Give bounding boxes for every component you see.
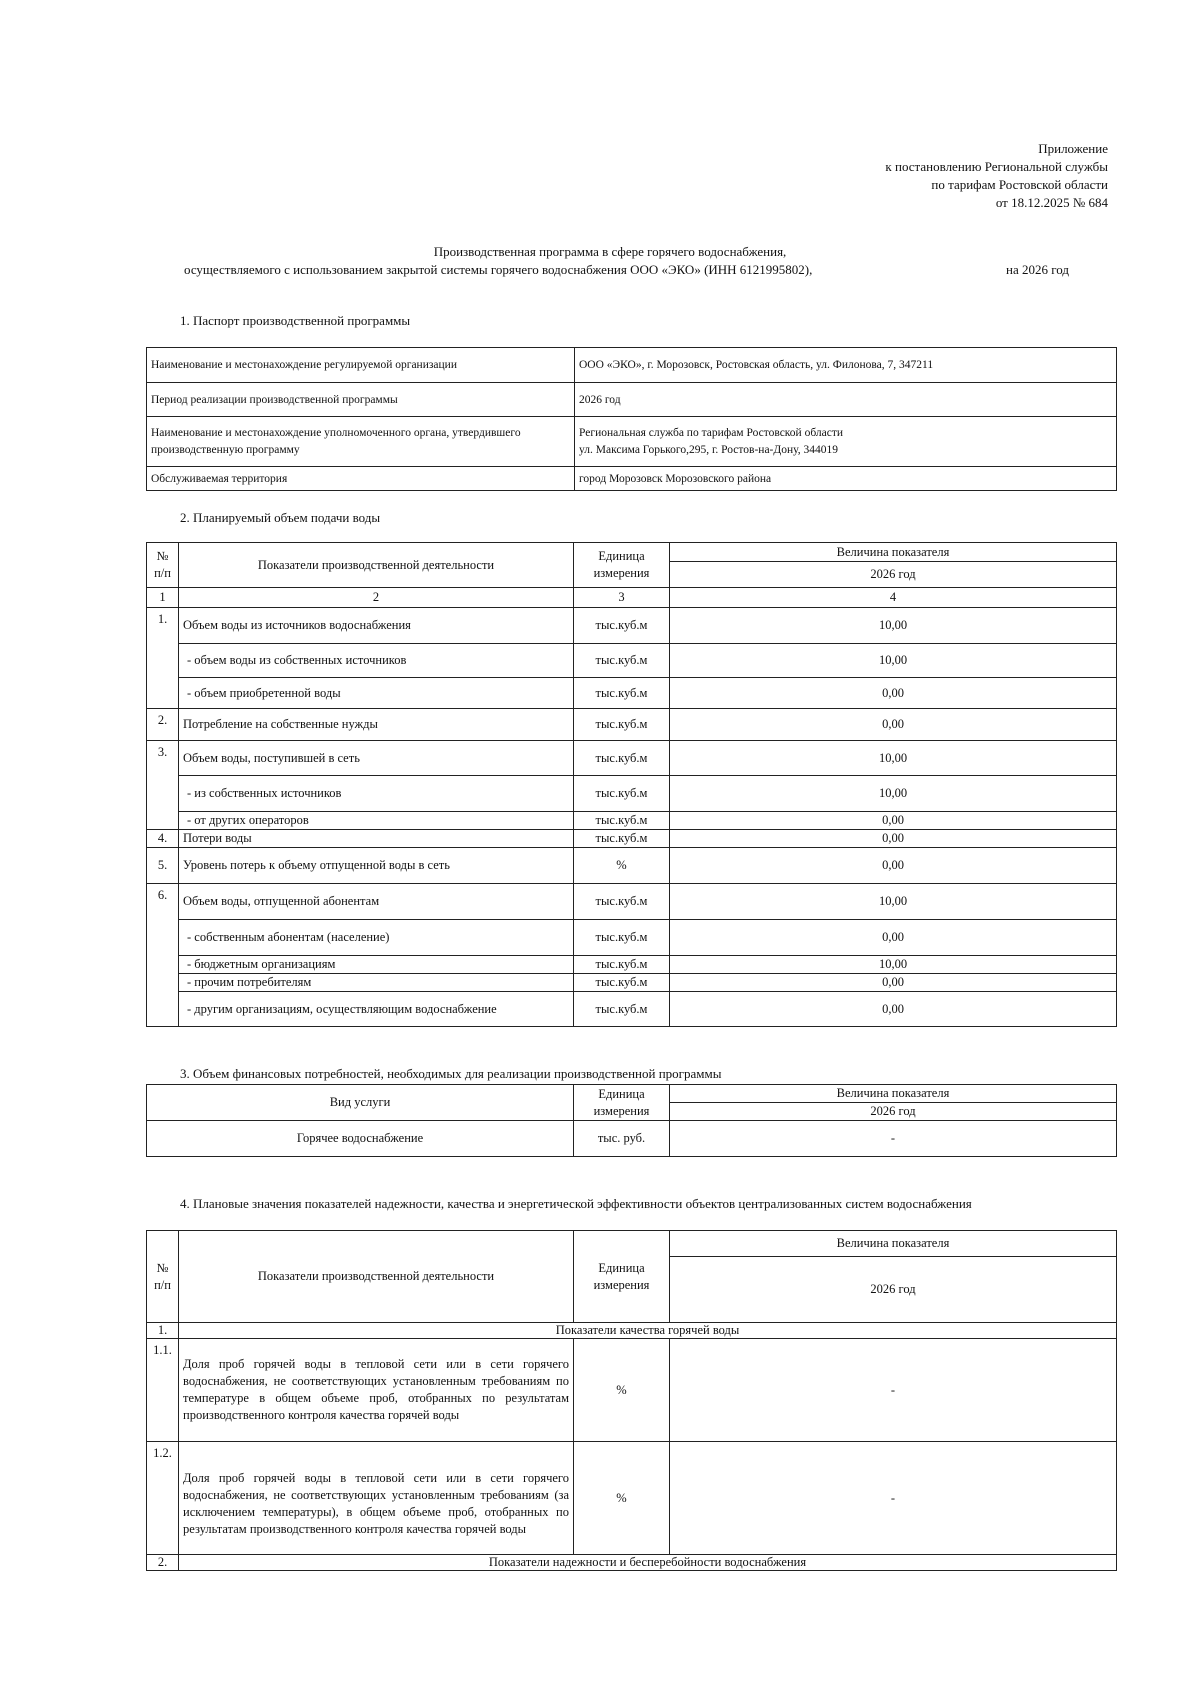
col-year-header: 2026 год bbox=[670, 1103, 1117, 1121]
col-year-header: 2026 год bbox=[670, 1257, 1117, 1323]
row-name: Объем воды из источников водоснабжения bbox=[179, 608, 574, 644]
water-supply-table bbox=[146, 542, 1117, 1027]
row-unit: тыс.куб.м bbox=[574, 644, 670, 678]
passport-value-line-2: ул. Максима Горького,295, г. Ростов-на-Дону, 344019 bbox=[579, 443, 838, 456]
row-name: Потери воды bbox=[179, 830, 574, 848]
row-value: 0,00 bbox=[670, 678, 1117, 709]
table-row bbox=[147, 741, 1117, 776]
row-value: 0,00 bbox=[670, 812, 1117, 830]
table-row bbox=[147, 709, 1117, 741]
doc-title-year: на 2026 год bbox=[1006, 262, 1069, 277]
table-row bbox=[147, 1339, 1117, 1442]
row-name: - бюджетным организациям bbox=[179, 956, 574, 974]
row-name: Объем воды, отпущенной абонентам bbox=[179, 884, 574, 920]
row-name: - прочим потребителям bbox=[179, 974, 574, 992]
row-name: - от других операторов bbox=[179, 812, 574, 830]
row-value: 10,00 bbox=[670, 644, 1117, 678]
col-unit-header: Единица измерения bbox=[574, 1085, 670, 1121]
row-value: 10,00 bbox=[670, 741, 1117, 776]
passport-row bbox=[147, 467, 1117, 491]
row-name: - другим организациям, осуществляющим водоснабжение bbox=[179, 992, 574, 1027]
row-name: Потребление на собственные нужды bbox=[179, 709, 574, 741]
col-year-header: 2026 год bbox=[670, 562, 1117, 588]
col-index: 2 bbox=[179, 588, 574, 608]
row-unit: тыс.куб.м bbox=[574, 884, 670, 920]
row-num: 3. bbox=[147, 741, 179, 830]
row-unit: тыс.куб.м bbox=[574, 812, 670, 830]
col-value-header: Величина показателя bbox=[670, 1085, 1117, 1103]
passport-table bbox=[146, 347, 1117, 491]
doc-title-line-2: осуществляемого с использованием закрытой системы горячего водоснабжения ООО «ЭКО» (ИНН 6121995802), bbox=[184, 262, 813, 277]
group-row bbox=[147, 1323, 1117, 1339]
col-index: 3 bbox=[574, 588, 670, 608]
col-index: 1 bbox=[147, 588, 179, 608]
table-row bbox=[147, 1121, 1117, 1157]
row-value: 10,00 bbox=[670, 608, 1117, 644]
row-name: Доля проб горячей воды в тепловой сети или в сети горячего водоснабжения, не соответствующих установленным требованиям (за исключением температуры), в общем объеме проб, отобранных по результатам производственного контроля качества горячей воды bbox=[179, 1442, 574, 1555]
row-value: 0,00 bbox=[670, 920, 1117, 956]
table-row bbox=[147, 678, 1117, 709]
table-row bbox=[147, 920, 1117, 956]
group-title: Показатели надежности и бесперебойности водоснабжения bbox=[179, 1555, 1117, 1571]
doc-title-line-1: Производственная программа в сфере горячего водоснабжения, bbox=[433, 244, 787, 259]
row-unit: % bbox=[574, 1339, 670, 1442]
col-num-header: № п/п bbox=[147, 1231, 179, 1323]
row-num: 6. bbox=[147, 884, 179, 1027]
passport-value bbox=[575, 417, 1117, 467]
row-value: 0,00 bbox=[670, 709, 1117, 741]
row-service: Горячее водоснабжение bbox=[147, 1121, 574, 1157]
col-indicator-header: Показатели производственной деятельности bbox=[179, 543, 574, 588]
table-row bbox=[147, 956, 1117, 974]
table-header-row bbox=[147, 1231, 1117, 1257]
row-num: 4. bbox=[147, 830, 179, 848]
row-value: 10,00 bbox=[670, 884, 1117, 920]
col-num-header: № п/п bbox=[147, 543, 179, 588]
table-row bbox=[147, 830, 1117, 848]
passport-row bbox=[147, 348, 1117, 383]
appendix-line-1: Приложение bbox=[1038, 141, 1108, 156]
col-unit-header: Единица измерения bbox=[574, 543, 670, 588]
row-unit: тыс. руб. bbox=[574, 1121, 670, 1157]
passport-value: город Морозовск Морозовского района bbox=[575, 467, 1117, 491]
table-row bbox=[147, 992, 1117, 1027]
table-row bbox=[147, 812, 1117, 830]
table-row bbox=[147, 776, 1117, 812]
row-name: - из собственных источников bbox=[179, 776, 574, 812]
col-service-header: Вид услуги bbox=[147, 1085, 574, 1121]
row-value: 10,00 bbox=[670, 956, 1117, 974]
passport-row bbox=[147, 383, 1117, 417]
row-unit: тыс.куб.м bbox=[574, 992, 670, 1027]
row-unit: тыс.куб.м bbox=[574, 974, 670, 992]
reliability-table bbox=[146, 1230, 1117, 1571]
row-value: - bbox=[670, 1339, 1117, 1442]
row-value: 0,00 bbox=[670, 992, 1117, 1027]
passport-row bbox=[147, 417, 1117, 467]
row-unit: тыс.куб.м bbox=[574, 920, 670, 956]
section2-heading: 2. Планируемый объем подачи воды bbox=[180, 510, 381, 525]
col-indicator-header: Показатели производственной деятельности bbox=[179, 1231, 574, 1323]
table-row bbox=[147, 974, 1117, 992]
section1-heading: 1. Паспорт производственной программы bbox=[180, 313, 411, 328]
passport-label: Обслуживаемая территория bbox=[147, 467, 575, 491]
appendix-header bbox=[700, 140, 1108, 212]
passport-label: Наименование и местонахождение регулируемой организации bbox=[147, 348, 575, 383]
row-unit: тыс.куб.м bbox=[574, 741, 670, 776]
row-num: 5. bbox=[147, 848, 179, 884]
appendix-line-2: к постановлению Региональной службы bbox=[885, 159, 1108, 174]
row-value: - bbox=[670, 1442, 1117, 1555]
row-unit: тыс.куб.м bbox=[574, 776, 670, 812]
row-num: 2. bbox=[147, 709, 179, 741]
row-name: - объем приобретенной воды bbox=[179, 678, 574, 709]
row-value: 0,00 bbox=[670, 848, 1117, 884]
group-num: 1. bbox=[147, 1323, 179, 1339]
passport-value: ООО «ЭКО», г. Морозовск, Ростовская область, ул. Филонова, 7, 347211 bbox=[575, 348, 1117, 383]
passport-value-line-1: Региональная служба по тарифам Ростовской области bbox=[579, 426, 844, 439]
row-unit: тыс.куб.м bbox=[574, 709, 670, 741]
table-row bbox=[147, 608, 1117, 644]
table-row bbox=[147, 644, 1117, 678]
section4-heading: 4. Плановые значения показателей надежности, качества и энергетической эффективности объектов централизованных систем водоснабжения bbox=[180, 1196, 972, 1211]
group-num: 2. bbox=[147, 1555, 179, 1571]
row-unit: тыс.куб.м bbox=[574, 608, 670, 644]
row-unit: тыс.куб.м bbox=[574, 678, 670, 709]
table-header-row bbox=[147, 543, 1117, 562]
table-header-row bbox=[147, 1085, 1117, 1103]
passport-label: Наименование и местонахождение уполномоченного органа, утвердившего производственную программу bbox=[147, 417, 575, 467]
row-name: Доля проб горячей воды в тепловой сети или в сети горячего водоснабжения, не соответствующих установленным требованиям по температуре в общем объеме проб, отобранных по результатам производственного контроля качества горячей воды bbox=[179, 1339, 574, 1442]
passport-value: 2026 год bbox=[575, 383, 1117, 417]
col-value-header: Величина показателя bbox=[670, 543, 1117, 562]
row-unit: тыс.куб.м bbox=[574, 956, 670, 974]
column-index-row bbox=[147, 588, 1117, 608]
row-name: - собственным абонентам (население) bbox=[179, 920, 574, 956]
row-value: 0,00 bbox=[670, 830, 1117, 848]
table-row bbox=[147, 1442, 1117, 1555]
row-unit: % bbox=[574, 848, 670, 884]
row-num: 1.1. bbox=[147, 1339, 179, 1442]
row-num: 1.2. bbox=[147, 1442, 179, 1555]
row-name: Уровень потерь к объему отпущенной воды в сеть bbox=[179, 848, 574, 884]
group-title: Показатели качества горячей воды bbox=[179, 1323, 1117, 1339]
financial-table bbox=[146, 1084, 1117, 1157]
row-unit: % bbox=[574, 1442, 670, 1555]
row-unit: тыс.куб.м bbox=[574, 830, 670, 848]
appendix-line-4: от 18.12.2025 № 684 bbox=[995, 195, 1108, 210]
row-value: 0,00 bbox=[670, 974, 1117, 992]
row-value: - bbox=[670, 1121, 1117, 1157]
table-row bbox=[147, 884, 1117, 920]
table-row bbox=[147, 848, 1117, 884]
row-name: - объем воды из собственных источников bbox=[179, 644, 574, 678]
row-name: Объем воды, поступившей в сеть bbox=[179, 741, 574, 776]
col-value-header: Величина показателя bbox=[670, 1231, 1117, 1257]
col-index: 4 bbox=[670, 588, 1117, 608]
col-unit-header: Единица измерения bbox=[574, 1231, 670, 1323]
row-num: 1. bbox=[147, 608, 179, 709]
section3-heading: 3. Объем финансовых потребностей, необходимых для реализации производственной программы bbox=[180, 1066, 722, 1081]
appendix-line-3: по тарифам Ростовской области bbox=[931, 177, 1108, 192]
row-value: 10,00 bbox=[670, 776, 1117, 812]
group-row bbox=[147, 1555, 1117, 1571]
passport-label: Период реализации производственной программы bbox=[147, 383, 575, 417]
